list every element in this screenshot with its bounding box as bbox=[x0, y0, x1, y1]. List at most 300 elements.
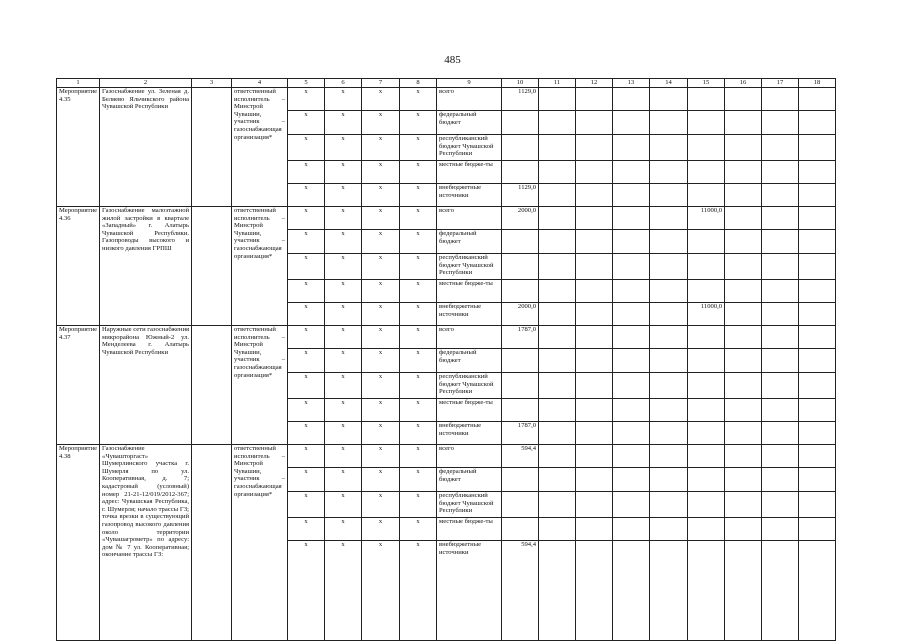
amount-cell bbox=[650, 399, 688, 422]
amount-col-15 bbox=[688, 373, 725, 399]
amount-cell bbox=[650, 135, 688, 161]
amount-cell bbox=[576, 303, 613, 326]
amount-cell bbox=[613, 399, 650, 422]
funding-source: местные бюдже-ты bbox=[437, 280, 502, 303]
column-number: 15 bbox=[688, 79, 725, 88]
x-mark: x bbox=[362, 326, 400, 349]
amount-cell bbox=[762, 399, 799, 422]
column-number: 11 bbox=[539, 79, 576, 88]
x-mark: x bbox=[400, 445, 437, 468]
amount-col-15 bbox=[688, 111, 725, 135]
x-mark: x bbox=[325, 280, 362, 303]
x-mark: x bbox=[400, 88, 437, 111]
amount-col-10 bbox=[502, 230, 539, 254]
x-mark: x bbox=[288, 303, 325, 326]
amount-cell bbox=[539, 111, 576, 135]
amount-cell bbox=[799, 184, 836, 207]
amount-cell bbox=[650, 326, 688, 349]
funding-source: федеральный бюджет bbox=[437, 111, 502, 135]
x-mark: x bbox=[288, 230, 325, 254]
amount-cell bbox=[539, 135, 576, 161]
amount-cell bbox=[725, 88, 762, 111]
amount-cell bbox=[725, 349, 762, 373]
amount-cell bbox=[650, 184, 688, 207]
amount-cell bbox=[576, 254, 613, 280]
amount-cell bbox=[613, 326, 650, 349]
amount-cell bbox=[725, 541, 762, 641]
amount-cell bbox=[613, 445, 650, 468]
amount-cell bbox=[613, 541, 650, 641]
x-mark: x bbox=[362, 303, 400, 326]
amount-cell bbox=[762, 518, 799, 541]
amount-cell bbox=[539, 280, 576, 303]
x-mark: x bbox=[362, 184, 400, 207]
funding-source: внебюджетные источники bbox=[437, 184, 502, 207]
x-mark: x bbox=[288, 161, 325, 184]
x-mark: x bbox=[325, 399, 362, 422]
amount-col-15 bbox=[688, 161, 725, 184]
x-mark: x bbox=[288, 468, 325, 492]
amount-cell bbox=[613, 373, 650, 399]
amount-cell bbox=[725, 326, 762, 349]
amount-cell bbox=[725, 161, 762, 184]
amount-cell bbox=[576, 326, 613, 349]
x-mark: x bbox=[325, 254, 362, 280]
x-mark: x bbox=[288, 373, 325, 399]
event-executor: ответственный исполнитель – Минстрой Чувашии, участник – газоснабжающая организация* bbox=[232, 88, 288, 207]
x-mark: x bbox=[400, 111, 437, 135]
amount-col-10: 2000,0 bbox=[502, 207, 539, 230]
x-mark: x bbox=[325, 111, 362, 135]
x-mark: x bbox=[400, 161, 437, 184]
amount-col-10 bbox=[502, 492, 539, 518]
amount-cell bbox=[762, 349, 799, 373]
empty-cell bbox=[192, 326, 232, 445]
x-mark: x bbox=[325, 349, 362, 373]
x-mark: x bbox=[325, 135, 362, 161]
amount-cell bbox=[576, 280, 613, 303]
empty-cell bbox=[192, 88, 232, 207]
amount-cell bbox=[576, 88, 613, 111]
x-mark: x bbox=[325, 422, 362, 445]
amount-col-10: 1787,0 bbox=[502, 326, 539, 349]
amount-cell bbox=[539, 445, 576, 468]
amount-cell bbox=[650, 445, 688, 468]
empty-cell bbox=[192, 445, 232, 641]
amount-col-15 bbox=[688, 468, 725, 492]
event-code: Мероприятие 4.37 bbox=[57, 326, 100, 445]
event-executor: ответственный исполнитель – Минстрой Чувашии, участник – газоснабжающая организация* bbox=[232, 326, 288, 445]
amount-cell bbox=[539, 349, 576, 373]
amount-cell bbox=[539, 303, 576, 326]
funding-source: местные бюдже-ты bbox=[437, 518, 502, 541]
amount-cell bbox=[613, 492, 650, 518]
amount-col-10 bbox=[502, 135, 539, 161]
funding-source: внебюджетные источники bbox=[437, 541, 502, 641]
amount-cell bbox=[762, 161, 799, 184]
x-mark: x bbox=[400, 254, 437, 280]
event-name: Наружные сети газоснабжения микрорайона Южный-2 ул. Менделеева г. Алатырь Чувашской Республики bbox=[100, 326, 192, 445]
amount-cell bbox=[539, 399, 576, 422]
funding-source: внебюджетные источники bbox=[437, 422, 502, 445]
amount-cell bbox=[762, 541, 799, 641]
amount-cell bbox=[539, 207, 576, 230]
amount-cell bbox=[576, 230, 613, 254]
amount-cell bbox=[725, 373, 762, 399]
amount-cell bbox=[613, 349, 650, 373]
funding-source: республиканский бюджет Чувашской Республики bbox=[437, 254, 502, 280]
x-mark: x bbox=[362, 135, 400, 161]
x-mark: x bbox=[362, 88, 400, 111]
x-mark: x bbox=[362, 518, 400, 541]
x-mark: x bbox=[288, 349, 325, 373]
x-mark: x bbox=[400, 518, 437, 541]
amount-cell bbox=[762, 230, 799, 254]
amount-cell bbox=[650, 541, 688, 641]
event-code: Мероприятие 4.35 bbox=[57, 88, 100, 207]
funding-source: всего bbox=[437, 88, 502, 111]
amount-cell bbox=[613, 303, 650, 326]
x-mark: x bbox=[325, 468, 362, 492]
amount-cell bbox=[650, 280, 688, 303]
amount-cell bbox=[725, 254, 762, 280]
event-name: Газоснабжение ул. Зеленая д. Беляево Яльчикского района Чувашской Республики bbox=[100, 88, 192, 207]
amount-cell bbox=[725, 280, 762, 303]
amount-cell bbox=[725, 230, 762, 254]
amount-cell bbox=[762, 468, 799, 492]
amount-cell bbox=[576, 111, 613, 135]
x-mark: x bbox=[325, 445, 362, 468]
funding-source: всего bbox=[437, 445, 502, 468]
column-number: 18 bbox=[799, 79, 836, 88]
amount-cell bbox=[539, 230, 576, 254]
x-mark: x bbox=[325, 161, 362, 184]
amount-cell bbox=[576, 541, 613, 641]
amount-cell bbox=[762, 207, 799, 230]
x-mark: x bbox=[400, 207, 437, 230]
x-mark: x bbox=[362, 445, 400, 468]
amount-col-15 bbox=[688, 541, 725, 641]
funding-source: федеральный бюджет bbox=[437, 468, 502, 492]
amount-cell bbox=[799, 88, 836, 111]
funding-source: местные бюдже-ты bbox=[437, 161, 502, 184]
funding-source: внебюджетные источники bbox=[437, 303, 502, 326]
amount-col-10 bbox=[502, 280, 539, 303]
amount-col-15 bbox=[688, 326, 725, 349]
x-mark: x bbox=[288, 207, 325, 230]
x-mark: x bbox=[400, 184, 437, 207]
column-number: 7 bbox=[362, 79, 400, 88]
amount-cell bbox=[650, 422, 688, 445]
column-number: 17 bbox=[762, 79, 799, 88]
x-mark: x bbox=[288, 492, 325, 518]
amount-col-15 bbox=[688, 445, 725, 468]
x-mark: x bbox=[400, 468, 437, 492]
amount-cell bbox=[762, 492, 799, 518]
amount-cell bbox=[650, 468, 688, 492]
amount-cell bbox=[576, 184, 613, 207]
amount-col-15 bbox=[688, 184, 725, 207]
amount-cell bbox=[762, 88, 799, 111]
column-number: 6 bbox=[325, 79, 362, 88]
amount-cell bbox=[799, 161, 836, 184]
amount-col-15 bbox=[688, 492, 725, 518]
amount-cell bbox=[576, 492, 613, 518]
x-mark: x bbox=[362, 254, 400, 280]
table-row bbox=[57, 207, 836, 230]
amount-cell bbox=[725, 399, 762, 422]
column-number: 4 bbox=[232, 79, 288, 88]
amount-col-10: 594,4 bbox=[502, 541, 539, 641]
x-mark: x bbox=[325, 184, 362, 207]
x-mark: x bbox=[400, 399, 437, 422]
amount-cell bbox=[539, 326, 576, 349]
amount-cell bbox=[650, 303, 688, 326]
amount-col-10 bbox=[502, 254, 539, 280]
amount-cell bbox=[650, 254, 688, 280]
amount-cell bbox=[799, 373, 836, 399]
amount-cell bbox=[613, 111, 650, 135]
amount-cell bbox=[799, 111, 836, 135]
column-number: 1 bbox=[57, 79, 100, 88]
amount-cell bbox=[539, 161, 576, 184]
amount-cell bbox=[613, 280, 650, 303]
amount-cell bbox=[725, 468, 762, 492]
amount-col-15: 11000,0 bbox=[688, 303, 725, 326]
amount-cell bbox=[613, 184, 650, 207]
column-number: 16 bbox=[725, 79, 762, 88]
amount-cell bbox=[539, 422, 576, 445]
amount-col-15: 11000,0 bbox=[688, 207, 725, 230]
amount-cell bbox=[539, 468, 576, 492]
amount-cell bbox=[799, 492, 836, 518]
amount-col-10: 2000,0 bbox=[502, 303, 539, 326]
amount-cell bbox=[613, 135, 650, 161]
amount-cell bbox=[613, 207, 650, 230]
column-number: 5 bbox=[288, 79, 325, 88]
amount-cell bbox=[762, 135, 799, 161]
amount-cell bbox=[650, 111, 688, 135]
amount-cell bbox=[762, 184, 799, 207]
amount-cell bbox=[539, 518, 576, 541]
amount-cell bbox=[799, 280, 836, 303]
amount-cell bbox=[762, 111, 799, 135]
x-mark: x bbox=[362, 280, 400, 303]
amount-cell bbox=[539, 373, 576, 399]
event-executor: ответственный исполнитель – Минстрой Чувашии, участник – газоснабжающая организация* bbox=[232, 445, 288, 641]
amount-col-15 bbox=[688, 518, 725, 541]
amount-col-15 bbox=[688, 88, 725, 111]
amount-cell bbox=[762, 254, 799, 280]
amount-cell bbox=[762, 422, 799, 445]
amount-col-15 bbox=[688, 349, 725, 373]
amount-col-15 bbox=[688, 399, 725, 422]
x-mark: x bbox=[288, 111, 325, 135]
amount-cell bbox=[539, 184, 576, 207]
amount-cell bbox=[725, 518, 762, 541]
x-mark: x bbox=[288, 326, 325, 349]
amount-cell bbox=[725, 492, 762, 518]
event-code: Мероприятие 4.36 bbox=[57, 207, 100, 326]
empty-cell bbox=[192, 207, 232, 326]
amount-cell bbox=[762, 326, 799, 349]
amount-cell bbox=[799, 207, 836, 230]
amount-cell bbox=[725, 111, 762, 135]
funding-source: федеральный бюджет bbox=[437, 230, 502, 254]
x-mark: x bbox=[400, 230, 437, 254]
x-mark: x bbox=[400, 326, 437, 349]
amount-cell bbox=[613, 254, 650, 280]
x-mark: x bbox=[288, 445, 325, 468]
x-mark: x bbox=[362, 349, 400, 373]
amount-cell bbox=[799, 541, 836, 641]
funding-source: местные бюдже-ты bbox=[437, 399, 502, 422]
x-mark: x bbox=[325, 326, 362, 349]
amount-col-15 bbox=[688, 280, 725, 303]
funding-table bbox=[56, 78, 836, 641]
amount-cell bbox=[650, 207, 688, 230]
x-mark: x bbox=[325, 492, 362, 518]
amount-cell bbox=[650, 161, 688, 184]
amount-cell bbox=[799, 303, 836, 326]
amount-col-15 bbox=[688, 135, 725, 161]
column-number: 12 bbox=[576, 79, 613, 88]
amount-col-15 bbox=[688, 254, 725, 280]
x-mark: x bbox=[288, 135, 325, 161]
amount-cell bbox=[576, 422, 613, 445]
amount-cell bbox=[799, 468, 836, 492]
x-mark: x bbox=[362, 207, 400, 230]
x-mark: x bbox=[325, 88, 362, 111]
funding-source: республиканский бюджет Чувашской Республики bbox=[437, 373, 502, 399]
column-number: 14 bbox=[650, 79, 688, 88]
x-mark: x bbox=[325, 207, 362, 230]
amount-cell bbox=[650, 349, 688, 373]
event-name: Газоснабжение «Чувашторгаст» Шумерлинского участка г. Шумерля по ул. Кооперативная, д. 7; кадастровый (условный) номер 21-21-12/019/2012-367; адрес: Чувашская Республика, г. Шумерля; начало трассы ГЗ; точка врезки в существующий газопровод высокого давления около территории «Чувашагрометр» по адресу: дом № 7 ул. Кооперативная; окончание трассы ГЗ: bbox=[100, 445, 192, 641]
x-mark: x bbox=[288, 88, 325, 111]
amount-cell bbox=[650, 230, 688, 254]
amount-cell bbox=[613, 518, 650, 541]
amount-cell bbox=[576, 135, 613, 161]
funding-source: республиканский бюджет Чувашской Республики bbox=[437, 492, 502, 518]
amount-cell bbox=[576, 518, 613, 541]
x-mark: x bbox=[288, 518, 325, 541]
amount-cell bbox=[799, 445, 836, 468]
amount-cell bbox=[725, 135, 762, 161]
amount-col-10 bbox=[502, 161, 539, 184]
x-mark: x bbox=[288, 280, 325, 303]
amount-cell bbox=[725, 207, 762, 230]
amount-col-10: 1129,0 bbox=[502, 88, 539, 111]
x-mark: x bbox=[288, 399, 325, 422]
x-mark: x bbox=[325, 518, 362, 541]
x-mark: x bbox=[325, 373, 362, 399]
column-number: 9 bbox=[437, 79, 502, 88]
amount-cell bbox=[539, 492, 576, 518]
amount-cell bbox=[539, 254, 576, 280]
column-number: 3 bbox=[192, 79, 232, 88]
amount-cell bbox=[799, 399, 836, 422]
amount-cell bbox=[762, 303, 799, 326]
amount-cell bbox=[613, 422, 650, 445]
x-mark: x bbox=[362, 111, 400, 135]
amount-cell bbox=[762, 445, 799, 468]
x-mark: x bbox=[362, 399, 400, 422]
amount-cell bbox=[613, 88, 650, 111]
x-mark: x bbox=[288, 254, 325, 280]
x-mark: x bbox=[362, 161, 400, 184]
amount-col-10 bbox=[502, 373, 539, 399]
amount-col-15 bbox=[688, 422, 725, 445]
amount-col-10 bbox=[502, 468, 539, 492]
x-mark: x bbox=[288, 422, 325, 445]
amount-cell bbox=[799, 422, 836, 445]
amount-cell bbox=[576, 207, 613, 230]
amount-cell bbox=[762, 280, 799, 303]
amount-col-10: 1129,0 bbox=[502, 184, 539, 207]
funding-source: всего bbox=[437, 326, 502, 349]
amount-cell bbox=[613, 161, 650, 184]
funding-source: всего bbox=[437, 207, 502, 230]
amount-cell bbox=[576, 373, 613, 399]
amount-cell bbox=[799, 254, 836, 280]
amount-cell bbox=[799, 518, 836, 541]
table-row bbox=[57, 326, 836, 349]
column-number: 13 bbox=[613, 79, 650, 88]
amount-cell bbox=[576, 349, 613, 373]
amount-col-10 bbox=[502, 399, 539, 422]
column-number-row bbox=[57, 79, 836, 88]
event-name: Газоснабжение малоэтажной жилой застройки в квартале «Западный» г. Алатырь Чувашской Республики. Газопроводы высокого и низкого давления ГРПШ bbox=[100, 207, 192, 326]
x-mark: x bbox=[362, 468, 400, 492]
x-mark: x bbox=[400, 135, 437, 161]
amount-cell bbox=[576, 161, 613, 184]
x-mark: x bbox=[400, 541, 437, 641]
x-mark: x bbox=[362, 422, 400, 445]
table-row bbox=[57, 88, 836, 111]
amount-cell bbox=[799, 230, 836, 254]
amount-cell bbox=[725, 303, 762, 326]
amount-cell bbox=[539, 541, 576, 641]
amount-cell bbox=[650, 518, 688, 541]
funding-source: республиканский бюджет Чувашской Республики bbox=[437, 135, 502, 161]
amount-cell bbox=[725, 445, 762, 468]
amount-col-10 bbox=[502, 349, 539, 373]
amount-col-15 bbox=[688, 230, 725, 254]
amount-cell bbox=[539, 88, 576, 111]
x-mark: x bbox=[362, 230, 400, 254]
x-mark: x bbox=[288, 541, 325, 641]
column-number: 8 bbox=[400, 79, 437, 88]
amount-cell bbox=[650, 88, 688, 111]
x-mark: x bbox=[400, 349, 437, 373]
amount-col-10 bbox=[502, 518, 539, 541]
page-number: 485 bbox=[444, 54, 461, 66]
amount-cell bbox=[725, 184, 762, 207]
amount-cell bbox=[799, 326, 836, 349]
x-mark: x bbox=[325, 303, 362, 326]
x-mark: x bbox=[400, 492, 437, 518]
x-mark: x bbox=[362, 541, 400, 641]
x-mark: x bbox=[362, 373, 400, 399]
x-mark: x bbox=[325, 541, 362, 641]
column-number: 10 bbox=[502, 79, 539, 88]
column-number: 2 bbox=[100, 79, 192, 88]
x-mark: x bbox=[400, 422, 437, 445]
amount-col-10: 594,4 bbox=[502, 445, 539, 468]
amount-cell bbox=[576, 399, 613, 422]
event-executor: ответственный исполнитель – Минстрой Чувашии, участник – газоснабжающая организация* bbox=[232, 207, 288, 326]
